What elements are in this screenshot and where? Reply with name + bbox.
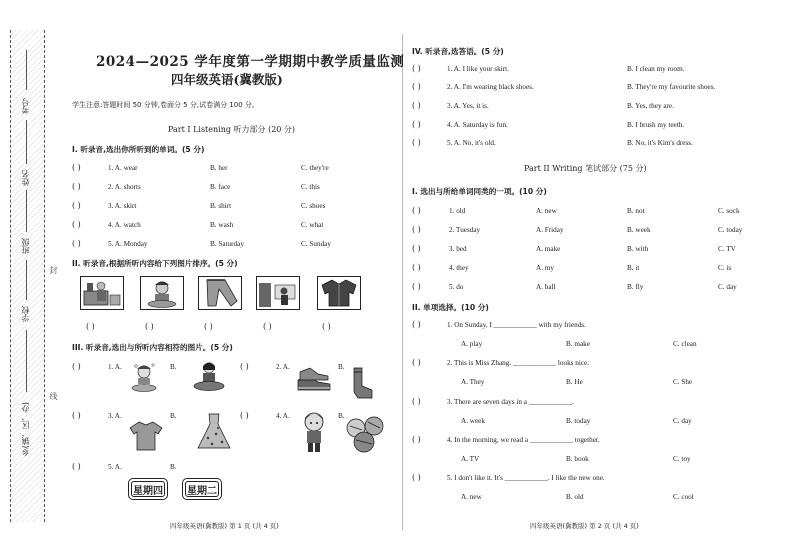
- answer-blank[interactable]: ( ): [412, 206, 421, 215]
- answer-blank[interactable]: ( ): [72, 239, 81, 248]
- option-a: A. play: [461, 340, 483, 348]
- picture-dress: [196, 412, 232, 456]
- question-text: 4. In the morning, we read a ____________ together.: [447, 436, 600, 444]
- picture-jacket: [317, 276, 361, 310]
- q1-option-b: B.: [170, 363, 177, 371]
- answer-blank[interactable]: ( ): [412, 120, 421, 129]
- answer-blank[interactable]: ( ): [240, 411, 249, 420]
- q4-option-b: B.: [338, 412, 345, 420]
- section5-heading: I. 选出与所给单词同类的一项。(10 分): [412, 187, 547, 196]
- picture-washing-face-small: [128, 360, 160, 398]
- answer-blank[interactable]: ( ): [412, 244, 421, 253]
- option-c: C. toy: [673, 455, 691, 463]
- picture-cleaning-room: [80, 276, 124, 310]
- reply-option-a: 3. A. Yes, it is.: [447, 102, 489, 110]
- part2-heading: Part II Writing 笔试部分 (75 分): [524, 164, 647, 173]
- reply-option-a: 4. A. Saturday is fun.: [447, 121, 508, 129]
- answer-blank[interactable]: ( ): [72, 201, 81, 210]
- answer-blank[interactable]: ( ): [412, 473, 421, 482]
- answer-blank[interactable]: ( ): [240, 362, 249, 371]
- option-c: C. sock: [718, 207, 740, 215]
- cut-mark-seal: 封: [49, 266, 58, 274]
- student-notice: 学生注意:答题时间 50 分钟,卷面分 5 分,试卷满分 100 分。: [72, 101, 259, 109]
- option-a: A. TV: [461, 455, 480, 463]
- reply-option-b: B. They're my favourite shoes.: [627, 83, 716, 91]
- badge-thursday: 星期四: [128, 478, 168, 500]
- q4-option-a: 4. A.: [276, 412, 290, 420]
- question-text: 3. There are seven days in a ____________.: [447, 398, 574, 406]
- option-c: C. is: [718, 264, 732, 272]
- answer-blank[interactable]: ( ): [412, 397, 421, 406]
- given-word: 4. they: [449, 264, 469, 272]
- option-a: A. They: [461, 378, 485, 386]
- option-c: C. day: [718, 283, 737, 291]
- option-a: A. new: [536, 207, 557, 215]
- badge-tuesday: 星期二: [182, 478, 222, 500]
- q1-option-a: 1. A.: [108, 363, 122, 371]
- option-c: C. cool: [673, 493, 694, 501]
- option-b: B. shirt: [210, 202, 232, 210]
- option-a: A. week: [461, 417, 485, 425]
- picture-sneakers: [296, 366, 332, 400]
- answer-blank[interactable]: ( ): [72, 411, 81, 420]
- option-b: B. make: [566, 340, 590, 348]
- q3-option-a: 3. A.: [108, 412, 122, 420]
- answer-blank[interactable]: ( ): [72, 462, 81, 471]
- picture-boy: [298, 410, 330, 458]
- strip-border-left: [10, 30, 11, 522]
- option-b: B. it: [627, 264, 640, 272]
- option-b: B. Saturday: [210, 240, 244, 248]
- question-text: 1. On Sunday, I ____________ with my friends.: [447, 321, 586, 329]
- answer-blank[interactable]: ( ): [412, 282, 421, 291]
- option-c: C. what: [301, 221, 324, 229]
- given-word: 2. Tuesday: [449, 226, 481, 234]
- strip-label-class: 班级: [21, 238, 30, 254]
- strip-label-township: 乡(镇、区、办): [21, 402, 30, 457]
- answer-blank[interactable]: ( ): [412, 82, 421, 91]
- strip-underline: [26, 260, 27, 300]
- answer-blank[interactable]: ( ): [412, 358, 421, 367]
- option-a: A. my: [536, 264, 554, 272]
- option-c: C. She: [673, 378, 693, 386]
- picture-washing-face: [140, 276, 184, 310]
- answer-blank[interactable]: ( ): [145, 322, 154, 331]
- part1-heading: Part I Listening 听力部分 (20 分): [168, 125, 296, 134]
- picture-messy-clothes: [344, 414, 386, 458]
- answer-blank[interactable]: ( ): [412, 64, 421, 73]
- option-c: C. TV: [718, 245, 736, 253]
- answer-blank[interactable]: ( ): [72, 163, 81, 172]
- option-a: A. Friday: [536, 226, 564, 234]
- option-a: 4. A. watch: [108, 221, 141, 229]
- answer-blank[interactable]: ( ): [204, 322, 213, 331]
- answer-blank[interactable]: ( ): [412, 225, 421, 234]
- page-divider: [402, 34, 403, 530]
- footer-page-1: 四年级英语(冀教版) 第 1 页 (共 4 页): [170, 522, 279, 530]
- answer-blank[interactable]: ( ): [263, 322, 272, 331]
- section3-heading: III. 听录音,选出与所听内容相符的图片。(5 分): [72, 343, 233, 352]
- section2-heading: II. 听录音,根据所听内容给下列图片排序。(5 分): [72, 259, 238, 268]
- given-word: 3. bed: [449, 245, 467, 253]
- strip-underline: [26, 50, 27, 90]
- reply-option-b: B. No, it's Kim's dress.: [627, 139, 693, 147]
- answer-blank[interactable]: ( ): [322, 322, 331, 331]
- picture-brushing-scene: [256, 276, 300, 310]
- reply-option-a: 5. A. No, it's old.: [447, 139, 496, 147]
- answer-blank[interactable]: ( ): [72, 182, 81, 191]
- strip-label-name: 姓名: [21, 170, 30, 186]
- option-a: A. make: [536, 245, 561, 253]
- strip-underline: [26, 120, 27, 164]
- strip-label-school: 学校: [21, 306, 30, 322]
- exam-title: 2024—2025 学年度第一学期期中教学质量监测: [96, 54, 405, 70]
- answer-blank[interactable]: ( ): [412, 320, 421, 329]
- reply-option-a: 1. A. I like your skirt.: [447, 65, 509, 73]
- reply-option-b: B. I brush my teeth.: [627, 121, 685, 129]
- q5-option-a: 5. A.: [108, 463, 122, 471]
- option-b: B. with: [627, 245, 649, 253]
- answer-blank[interactable]: ( ): [72, 362, 81, 371]
- picture-t-shirt: [128, 420, 164, 456]
- option-b: B. today: [566, 417, 591, 425]
- reply-option-b: B. Yes, they are.: [627, 102, 674, 110]
- q5-option-b: B.: [170, 463, 177, 471]
- section6-heading: II. 单项选择。(10 分): [412, 303, 489, 312]
- option-c: C. day: [673, 417, 692, 425]
- option-a: 2. A. shorts: [108, 183, 141, 191]
- strip-underline: [26, 330, 27, 392]
- option-b: B. her: [210, 164, 228, 172]
- given-word: 1. old: [449, 207, 466, 215]
- option-b: B. wash: [210, 221, 234, 229]
- picture-girl-with-basin: [192, 360, 226, 398]
- section1-heading: I. 听录音,选出你所听到的单词。(5 分): [72, 145, 205, 154]
- option-b: B. fly: [627, 283, 644, 291]
- picture-socks: [348, 366, 378, 404]
- answer-blank[interactable]: ( ): [412, 101, 421, 110]
- option-c: C. shoes: [301, 202, 326, 210]
- given-word: 5. do: [449, 283, 464, 291]
- q2-option-b: B.: [338, 363, 345, 371]
- binding-strip: [0, 30, 58, 522]
- option-c: C. this: [301, 183, 320, 191]
- option-c: C. Sunday: [301, 240, 331, 248]
- option-b: B. not: [627, 207, 645, 215]
- reply-option-b: B. I clean my room.: [627, 65, 685, 73]
- option-b: B. week: [627, 226, 651, 234]
- question-text: 5. I don't like it. It's ____________. I like the new one.: [447, 474, 605, 482]
- option-b: B. He: [566, 378, 583, 386]
- strip-underline: [26, 190, 27, 232]
- option-a: 5. A. Monday: [108, 240, 148, 248]
- q3-option-b: B.: [170, 412, 177, 420]
- answer-blank[interactable]: ( ): [86, 322, 95, 331]
- option-b: B. old: [566, 493, 584, 501]
- picture-trousers: [198, 276, 242, 310]
- answer-blank[interactable]: ( ): [72, 220, 81, 229]
- option-c: C. they're: [301, 164, 329, 172]
- q2-option-a: 2. A.: [276, 363, 290, 371]
- strip-border-right: [44, 30, 45, 522]
- option-a: 3. A. skirt: [108, 202, 137, 210]
- option-b: B. face: [210, 183, 231, 191]
- option-b: B. book: [566, 455, 589, 463]
- question-text: 2. This is Miss Zhang. ____________ looks nice.: [447, 359, 590, 367]
- option-a: A. new: [461, 493, 482, 501]
- section4-heading: IV. 听录音,选答语。(5 分): [412, 47, 504, 56]
- option-c: C. clean: [673, 340, 697, 348]
- cut-mark-line: 线: [49, 392, 58, 400]
- option-c: C. today: [718, 226, 743, 234]
- footer-page-2: 四年级英语(冀教版) 第 2 页 (共 4 页): [530, 522, 639, 530]
- answer-blank[interactable]: ( ): [412, 138, 421, 147]
- exam-subtitle: 四年级英语(冀教版): [171, 72, 283, 87]
- answer-blank[interactable]: ( ): [412, 435, 421, 444]
- reply-option-a: 2. A. I'm wearing black shoes.: [447, 83, 534, 91]
- option-a: 1. A. wear: [108, 164, 138, 172]
- strip-label-exam-number: 考号: [21, 98, 30, 114]
- answer-blank[interactable]: ( ): [412, 263, 421, 272]
- option-a: A. ball: [536, 283, 556, 291]
